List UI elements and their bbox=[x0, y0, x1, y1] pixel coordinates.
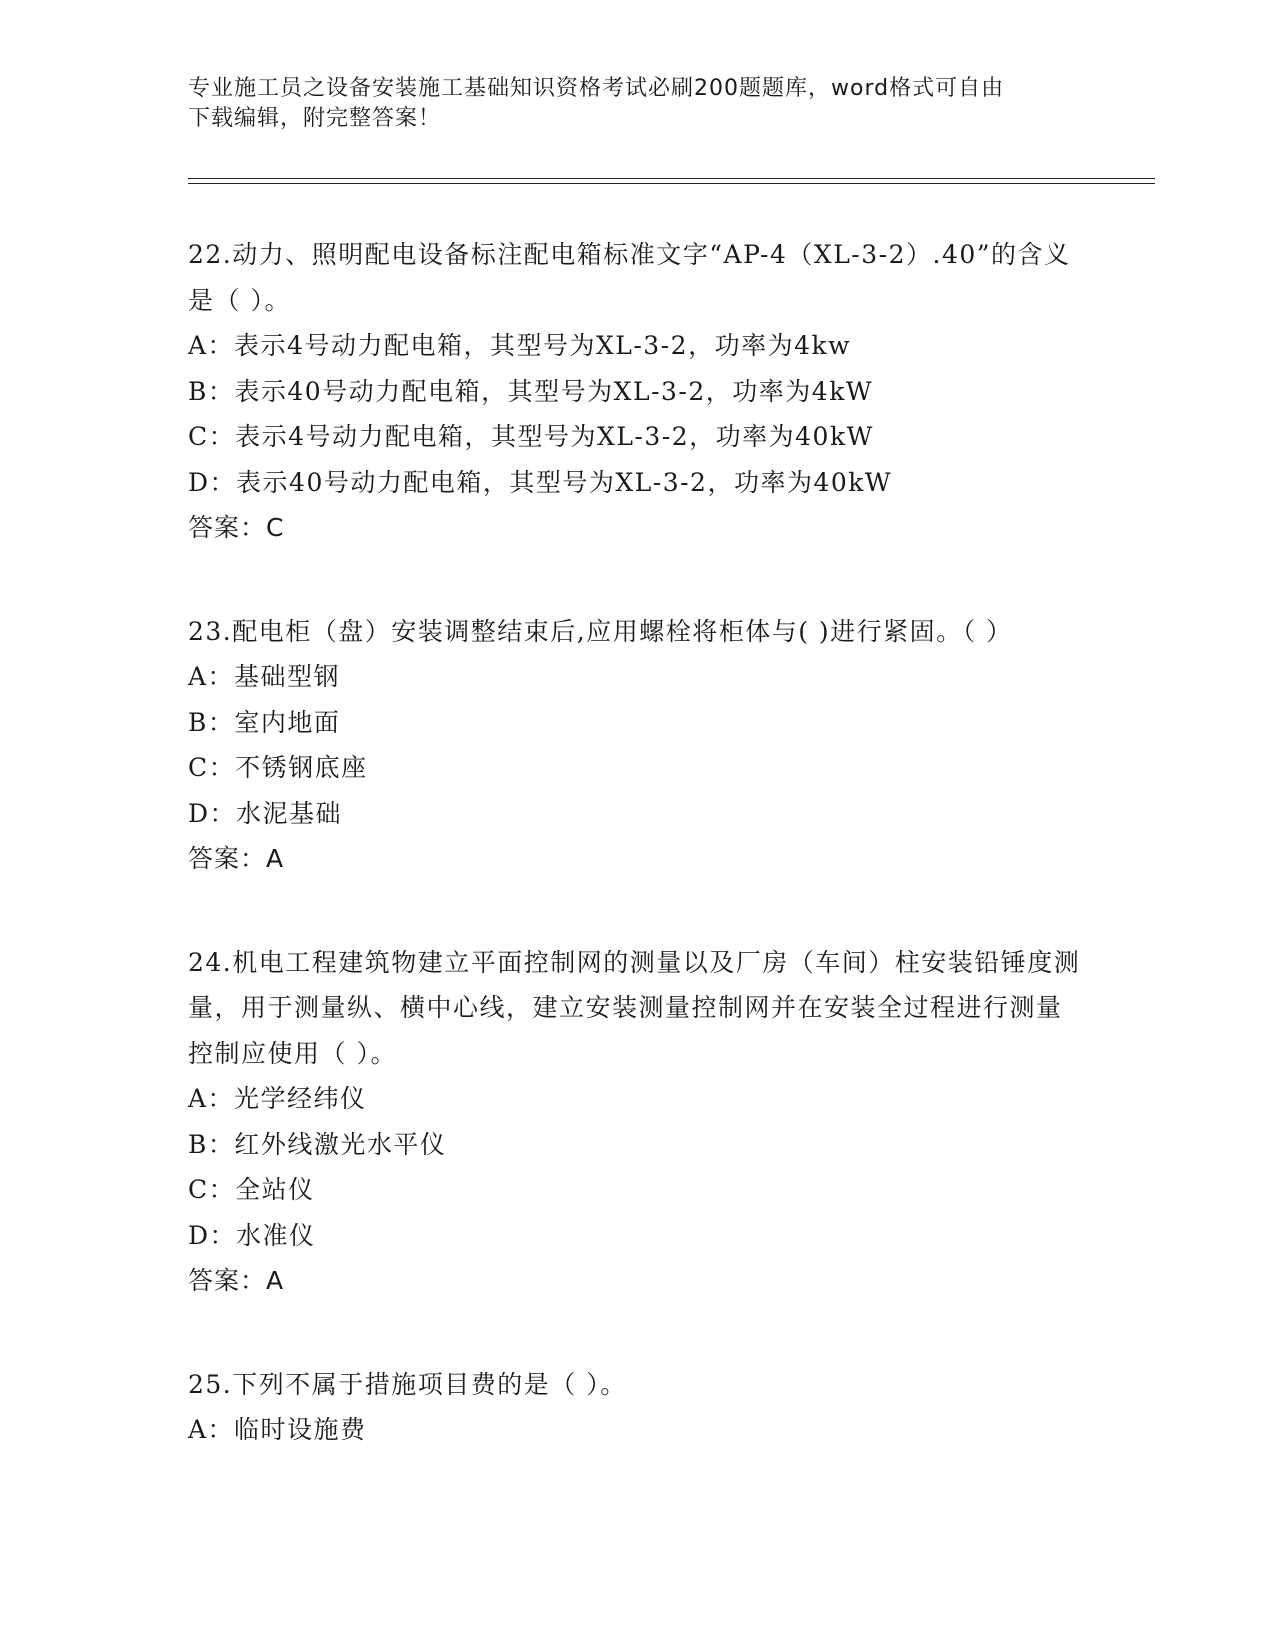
question-25 bbox=[188, 1362, 1088, 1453]
option-a: A：基础型钢 bbox=[188, 662, 341, 691]
document-header bbox=[188, 74, 1088, 134]
option-c: C：不锈钢底座 bbox=[188, 753, 368, 782]
option-b: B：红外线激光水平仪 bbox=[188, 1129, 447, 1159]
question-stem: 23.配电柜（盘）安装调整结束后,应用螺栓将柜体与( )进行紧固。（ ） bbox=[188, 616, 1013, 646]
answer: 答案：A bbox=[188, 844, 285, 873]
option-a: A：表示4号动力配电箱，其型号为XL-3-2，功率为4kw bbox=[188, 331, 852, 360]
question-24 bbox=[188, 940, 1088, 1304]
header-title-line-2: 下载编辑，附完整答案！ bbox=[188, 106, 442, 131]
question-stem: 22.动力、照明配电设备标注配电箱标准文字“AP-4（XL-3-2）.40”的含义是（ ）。 bbox=[188, 240, 1071, 315]
option-a: A：光学经纬仪 bbox=[188, 1084, 367, 1113]
option-b: B：室内地面 bbox=[188, 707, 341, 737]
option-d: D：水准仪 bbox=[188, 1220, 316, 1250]
option-a: A：临时设施费 bbox=[188, 1415, 367, 1444]
question-stem: 25.下列不属于措施项目费的是（ ）。 bbox=[188, 1369, 627, 1399]
header-title-line-1: 专业施工员之设备安装施工基础知识资格考试必刷200题题库，word格式可自由 bbox=[188, 76, 1005, 101]
option-d: D：表示40号动力配电箱，其型号为XL-3-2，功率为40kW bbox=[188, 467, 893, 497]
option-c: C：全站仪 bbox=[188, 1175, 315, 1204]
question-22 bbox=[188, 232, 1088, 551]
question-stem: 24.机电工程建筑物建立平面控制网的测量以及厂房（车间）柱安装铅锤度测量，用于测量纵、横中心线，建立安装测量控制网并在安装全过程进行测量控制应使用（ ）。 bbox=[188, 947, 1081, 1068]
question-list bbox=[188, 232, 1088, 1511]
question-23 bbox=[188, 609, 1088, 882]
answer: 答案：A bbox=[188, 1266, 285, 1295]
option-c: C：表示4号动力配电箱，其型号为XL-3-2，功率为40kW bbox=[188, 422, 874, 451]
answer: 答案：C bbox=[188, 513, 285, 542]
option-d: D：水泥基础 bbox=[188, 798, 343, 828]
option-b: B：表示40号动力配电箱，其型号为XL-3-2，功率为4kW bbox=[188, 376, 874, 406]
header-divider bbox=[188, 178, 1155, 184]
